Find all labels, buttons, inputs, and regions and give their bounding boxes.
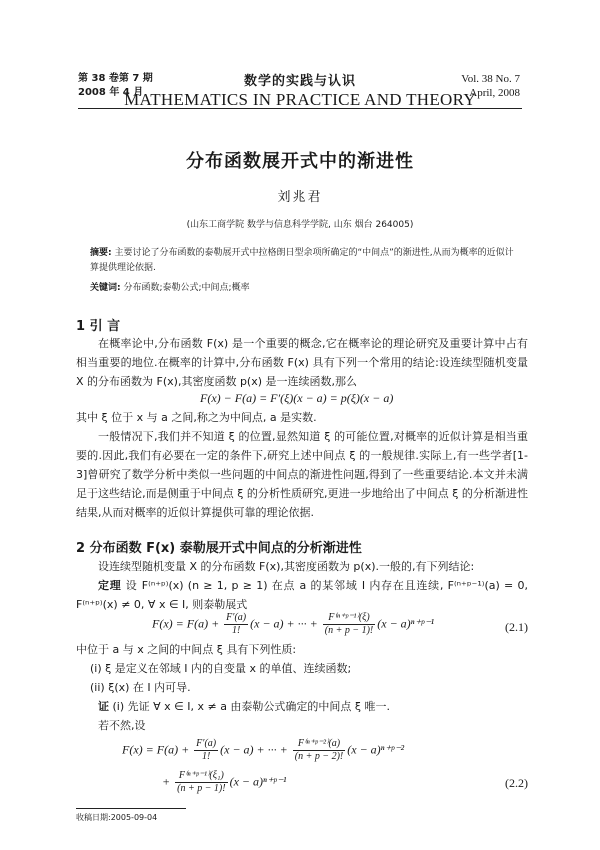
eq22-fraction-2 [293, 738, 346, 763]
eq22-plus: + [162, 774, 174, 789]
journal-title-en: MATHEMATICS IN PRACTICE AND THEORY [124, 90, 476, 109]
equation-2-2-line-2 [162, 770, 286, 795]
theorem-text: 设 F⁽ⁿ⁺ᵖ⁾(x) (n ≥ 1, p ≥ 1) 在点 a 的某邻域 I 内存在且连续, F⁽ⁿ⁺ᵖ⁻¹⁾(a) = 0, F⁽ⁿ⁺ᵖ⁾(x) ≠ 0, ∀ x ∈ I, 则泰勒展式 [76, 579, 529, 611]
section-2-paragraph-1: 设连续型随机变量 X 的分布函数 F(x),其密度函数为 p(x).一般的,有下列结论: [98, 560, 475, 573]
eq22-fraction-3 [175, 770, 228, 795]
eq22-f2-numerator: F⁽ⁿ⁺ᵖ⁻²⁾(a) [293, 738, 346, 751]
date-cn: 2008 年 4 月 [78, 87, 144, 98]
author-affiliation: (山东工商学院 数学与信息科学学院, 山东 烟台 264005) [186, 220, 414, 230]
section-2-paragraph-3: 若不然,设 [98, 719, 146, 732]
keywords-label: 关键词: [90, 283, 121, 293]
eq21-f1-numerator: F′(a) [226, 612, 247, 623]
eq22-line2-tail: (x − a)ⁿ⁺ᵖ⁻¹ [229, 774, 287, 789]
section-1-heading: 1 引 言 [76, 319, 121, 334]
equation-2-1-number: (2.1) [505, 620, 528, 634]
section-1-paragraph-3: 一般情况下,我们并不知道 ξ 的位置,显然知道 ξ 的可能位置,对概率的近似计算是相当重要的.因此,我们有必要在一定的条件下,研究上述中间点 ξ 的一般规律.实际上,有一些学者[1-3]曾研究了数学分析中类似一些问题的中间点的渐进性问题,得到了一些重要结论.本文并未满足于这些结论,而是侧重于中间点 ξ 的分析性质研究,更进一步地给出了中间点 ξ 的分析渐进性结果,从而对概率的近似计算提供可靠的理论依据. [76, 430, 528, 519]
footnote-divider [76, 808, 186, 809]
eq21-fraction-2 [323, 612, 376, 637]
journal-title-cn: 数学的实践与认识 [243, 74, 356, 89]
eq22-f3-denominator: (n + p − 1)! [177, 783, 226, 794]
eq22-f2-denominator: (n + p − 2)! [294, 751, 344, 762]
equation-2-1 [152, 612, 434, 637]
proof [76, 697, 528, 716]
paper-author: 刘兆君 [277, 190, 323, 205]
eq22-middle: (x − a) + ··· + [220, 742, 291, 757]
keywords-text: 分布函数;泰勒公式;中间点;概率 [123, 283, 250, 293]
received-date: 收稿日期:2005-09-04 [76, 813, 158, 822]
eq22-tail: (x − a)ⁿ⁺ᵖ⁻² [347, 742, 405, 757]
eq22-lhs: F(x) = F(a) + [122, 742, 193, 757]
header-divider [78, 108, 522, 109]
eq21-f2-numerator: F⁽ⁿ⁺ᵖ⁻¹⁾(ξ) [323, 612, 376, 625]
eq21-tail: (x − a)ⁿ⁺ᵖ⁻¹ [377, 616, 435, 631]
section-1-paragraph-2: 其中 ξ 位于 x 与 a 之间,称之为中间点, a 是实数. [76, 411, 317, 424]
volume-issue-en: Vol. 38 No. 7 [461, 73, 520, 85]
equation-mean-value: F(x) − F(a) = F′(ξ)(x − a) = p(ξ)(x − a) [200, 391, 394, 405]
equation-2-2-number: (2.2) [505, 776, 528, 790]
eq21-f2-denominator: (n + p − 1)! [324, 625, 374, 636]
theorem [76, 576, 528, 614]
section-1-paragraph-1: 在概率论中,分布函数 F(x) 是一个重要的概念,它在概率论的理论研究及重要计算中占有相当重要的地位.在概率的计算中,分布函数 F(x) 具有下列一个常用的结论:设连续型随机变量 X 的分布函数为 F(x),其密度函数 p(x) 是一连续函数,那么 [76, 337, 528, 388]
abstract [90, 246, 520, 276]
eq22-f3-numerator: F⁽ⁿ⁺ᵖ⁻¹⁾(ξ₁) [175, 770, 228, 783]
header-volume-en [461, 72, 520, 100]
eq22-fraction-1 [194, 738, 218, 763]
property-2: (ii) ξ(x) 在 I 内可导. [90, 681, 191, 694]
proof-label: 证 [98, 700, 109, 713]
section-2-paragraph-2: 中位于 a 与 x 之间的中间点 ξ 具有下列性质: [76, 643, 297, 656]
property-1: (i) ξ 是定义在邻域 I 内的自变量 x 的单值、连续函数; [90, 662, 352, 675]
eq22-f1-numerator: F′(a) [196, 738, 217, 749]
eq21-middle: (x − a) + ··· + [250, 616, 321, 631]
abstract-label: 摘要: [90, 248, 112, 258]
abstract-text: 主要讨论了分布函数的泰勒展开式中拉格朗日型余项所确定的“中间点”的渐进性,从而为概率的近似计算提供理论依据. [90, 248, 514, 273]
eq22-f1-denominator: 1! [201, 751, 211, 762]
eq21-fraction-1 [224, 612, 248, 637]
paper-title: 分布函数展开式中的渐进性 [186, 151, 414, 172]
date-en: April, 2008 [469, 87, 520, 99]
eq21-f1-denominator: 1! [231, 625, 241, 636]
theorem-label: 定理 [98, 579, 122, 592]
equation-2-2-line-1 [122, 738, 404, 763]
volume-issue-cn: 第 38 卷第 7 期 [78, 73, 153, 84]
proof-text: (i) 先证 ∀ x ∈ I, x ≠ a 由泰勒公式确定的中间点 ξ 唯一. [112, 700, 391, 713]
section-2-heading: 2 分布函数 F(x) 泰勒展开式中间点的分析渐进性 [76, 541, 362, 556]
keywords [90, 281, 520, 296]
eq21-lhs: F(x) = F(a) + [152, 616, 223, 631]
